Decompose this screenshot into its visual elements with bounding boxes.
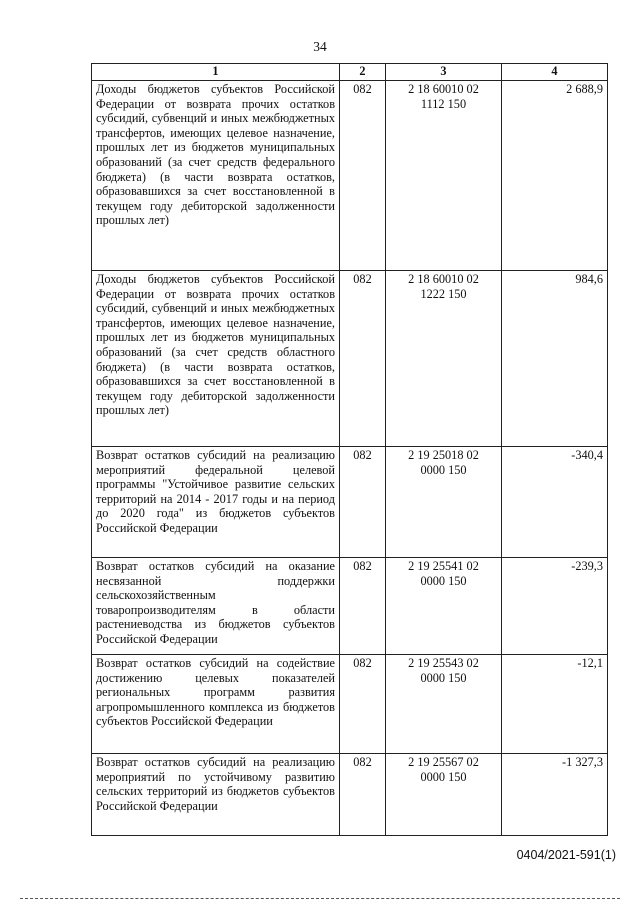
table-row [92,81,608,271]
code-line-1: 2 19 25541 02 [408,559,479,573]
amount: -340,4 [502,447,608,558]
table-header-row [92,64,608,81]
code-line-2: 0000 150 [420,769,467,784]
amount: 2 688,9 [502,81,608,271]
page-bottom-rule [20,898,620,899]
admin-code: 082 [340,447,386,558]
admin-code: 082 [340,558,386,655]
budget-classification-code [386,271,502,447]
document-id: 0404/2021-591(1) [516,848,616,862]
code-line-2: 1222 150 [420,286,467,301]
budget-classification-code [386,655,502,754]
revenue-name: Возврат остатков субсидий на реализацию мероприятий федеральной целевой программы "Устойчивое развитие сельских территорий на 2014 - 2017 годы и на период до 2020 года" из бюджетов субъектов Российской Федерации [92,447,340,558]
table-row [92,655,608,754]
table-row [92,754,608,836]
column-header-2: 2 [340,64,386,81]
admin-code: 082 [340,754,386,836]
code-line-2: 0000 150 [420,462,467,477]
code-line-1: 2 19 25543 02 [408,656,479,670]
amount: 984,6 [502,271,608,447]
column-header-4: 4 [502,64,608,81]
code-line-1: 2 19 25018 02 [408,448,479,462]
code-line-1: 2 18 60010 02 [408,272,479,286]
revenue-name: Возврат остатков субсидий на реализацию мероприятий по устойчивому развитию сельских территорий из бюджетов субъектов Российской Федерации [92,754,340,836]
revenue-name: Возврат остатков субсидий на оказание несвязанной поддержки сельскохозяйственным товаропроизводителям в области растениеводства из бюджетов субъектов Российской Федерации [92,558,340,655]
admin-code: 082 [340,271,386,447]
budget-revenue-table [91,63,608,836]
budget-classification-code [386,81,502,271]
amount: -12,1 [502,655,608,754]
table-row [92,447,608,558]
budget-classification-code [386,754,502,836]
budget-classification-code [386,558,502,655]
column-header-3: 3 [386,64,502,81]
table-row [92,558,608,655]
revenue-name: Доходы бюджетов субъектов Российской Федерации от возврата прочих остатков субсидий, субвенций и иных межбюджетных трансфертов, имеющих целевое назначение, прошлых лет из бюджетов муниципальных образований (за счет средств областного бюджета) (в части возврата остатков, образовавшихся за счет восстановленной в текущем году дебиторской задолженности прошлых лет) [92,271,340,447]
amount: -1 327,3 [502,754,608,836]
table-row [92,271,608,447]
code-line-2: 1112 150 [420,96,467,111]
admin-code: 082 [340,81,386,271]
amount: -239,3 [502,558,608,655]
code-line-2: 0000 150 [420,573,467,588]
column-header-1: 1 [92,64,340,81]
admin-code: 082 [340,655,386,754]
revenue-name: Доходы бюджетов субъектов Российской Федерации от возврата прочих остатков субсидий, субвенций и иных межбюджетных трансфертов, имеющих целевое назначение, прошлых лет из бюджетов муниципальных образований (за счет средств федерального бюджета) (в части возврата остатков, образовавшихся за счет восстановленной в текущем году дебиторской задолженности прошлых лет) [92,81,340,271]
page-number: 34 [313,39,327,54]
code-line-1: 2 19 25567 02 [408,755,479,769]
budget-classification-code [386,447,502,558]
code-line-2: 0000 150 [420,670,467,685]
code-line-1: 2 18 60010 02 [408,82,479,96]
revenue-name: Возврат остатков субсидий на содействие достижению целевых показателей региональных программ развития агропромышленного комплекса из бюджетов субъектов Российской Федерации [92,655,340,754]
